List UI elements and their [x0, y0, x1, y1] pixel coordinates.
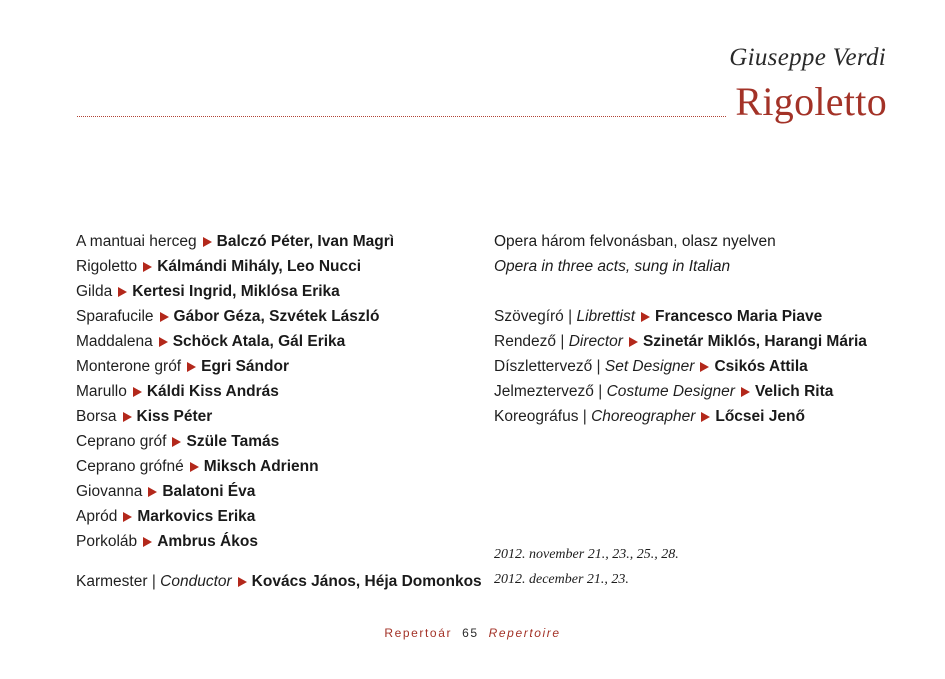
cast-names: Káldi Kiss András	[146, 383, 279, 400]
cast-row	[76, 304, 482, 329]
triangle-right-icon	[238, 577, 247, 587]
creative-row	[494, 304, 867, 329]
title-divider	[77, 116, 726, 117]
creative-row	[494, 354, 867, 379]
info-line-hu: Opera három felvonásban, olasz nyelven	[494, 233, 776, 250]
opera-title: Rigoletto	[735, 79, 887, 124]
triangle-right-icon	[118, 287, 127, 297]
separator: |	[151, 573, 156, 590]
triangle-right-icon	[123, 512, 132, 522]
cast-row	[76, 429, 482, 454]
creative-role-hu: Szövegíró	[494, 308, 564, 325]
triangle-right-icon	[133, 387, 142, 397]
spacer	[494, 279, 867, 304]
creative-names: Francesco Maria Piave	[655, 308, 823, 325]
cast-role: Ceprano grófné	[76, 458, 184, 475]
cast-row	[76, 379, 482, 404]
date-line: 2012. november 21., 23., 25., 28.	[494, 547, 679, 562]
triangle-right-icon	[187, 362, 196, 372]
triangle-right-icon	[629, 337, 638, 347]
cast-row	[76, 329, 482, 354]
creative-names: Szinetár Miklós, Harangi Mária	[642, 333, 867, 350]
cast-row	[76, 504, 482, 529]
cast-row	[76, 254, 482, 279]
creative-row	[494, 329, 867, 354]
triangle-right-icon	[123, 412, 132, 422]
cast-list	[76, 229, 482, 594]
cast-row	[76, 404, 482, 429]
cast-role: Marullo	[76, 383, 127, 400]
creative-row	[494, 404, 867, 429]
creative-role-en: Costume Designer	[606, 383, 735, 400]
triangle-right-icon	[160, 312, 169, 322]
creative-role-hu: Díszlettervező	[494, 358, 593, 375]
triangle-right-icon	[641, 312, 650, 322]
cast-row	[76, 279, 482, 304]
conductor-role-hu: Karmester	[76, 573, 148, 590]
cast-role: Sparafucile	[76, 308, 154, 325]
cast-role: Giovanna	[76, 483, 143, 500]
cast-row	[76, 354, 482, 379]
cast-names: Ambrus Ákos	[157, 533, 258, 550]
cast-names: Szüle Tamás	[186, 433, 280, 450]
separator: |	[582, 408, 587, 425]
triangle-right-icon	[190, 462, 199, 472]
cast-names: Markovics Erika	[137, 508, 256, 525]
cast-row	[76, 529, 482, 554]
cast-role: Borsa	[76, 408, 117, 425]
cast-role: Maddalena	[76, 333, 153, 350]
cast-role: Monterone gróf	[76, 358, 182, 375]
triangle-right-icon	[172, 437, 181, 447]
conductor-names: Kovács János, Héja Domonkos	[251, 573, 482, 590]
page-footer	[0, 626, 945, 640]
footer-section-hu: Repertoár	[384, 626, 453, 640]
creative-role-en: Librettist	[576, 308, 636, 325]
cast-names: Kertesi Ingrid, Miklósa Erika	[132, 283, 340, 300]
cast-row	[76, 479, 482, 504]
composer-name: Giuseppe Verdi	[729, 44, 886, 71]
spacer	[76, 554, 482, 569]
performance-dates	[494, 542, 679, 592]
triangle-right-icon	[143, 262, 152, 272]
creative-names: Velich Rita	[754, 383, 834, 400]
cast-names: Egri Sándor	[201, 358, 289, 375]
separator: |	[596, 358, 601, 375]
creative-role-hu: Koreográfus	[494, 408, 579, 425]
cast-role: Ceprano gróf	[76, 433, 167, 450]
triangle-right-icon	[148, 487, 157, 497]
page-number: 65	[462, 626, 479, 640]
cast-names: Balatoni Éva	[162, 483, 256, 500]
separator: |	[598, 383, 603, 400]
cast-role: A mantuai herceg	[76, 233, 197, 250]
cast-role: Rigoletto	[76, 258, 138, 275]
cast-role: Gilda	[76, 283, 113, 300]
date-line: 2012. december 21., 23.	[494, 572, 629, 587]
cast-names: Schöck Atala, Gál Erika	[172, 333, 346, 350]
triangle-right-icon	[203, 237, 212, 247]
cast-names: Gábor Géza, Szvétek László	[173, 308, 380, 325]
info-line-en: Opera in three acts, sung in Italian	[494, 258, 731, 275]
triangle-right-icon	[143, 537, 152, 547]
creative-names: Csikós Attila	[714, 358, 808, 375]
triangle-right-icon	[700, 362, 709, 372]
cast-role: Apród	[76, 508, 118, 525]
production-info	[494, 229, 867, 429]
cast-names: Kálmándi Mihály, Leo Nucci	[157, 258, 362, 275]
cast-names: Balczó Péter, Ivan Magrì	[216, 233, 395, 250]
cast-names: Miksch Adrienn	[203, 458, 319, 475]
cast-role: Porkoláb	[76, 533, 138, 550]
creative-role-hu: Rendező	[494, 333, 557, 350]
creative-names: Lőcsei Jenő	[715, 408, 805, 425]
cast-row	[76, 454, 482, 479]
conductor-row	[76, 569, 482, 594]
separator: |	[560, 333, 565, 350]
triangle-right-icon	[159, 337, 168, 347]
creative-role-en: Choreographer	[591, 408, 696, 425]
separator: |	[568, 308, 573, 325]
conductor-role-en: Conductor	[160, 573, 232, 590]
creative-role-hu: Jelmeztervező	[494, 383, 594, 400]
creative-row	[494, 379, 867, 404]
footer-section-en: Repertoire	[488, 626, 561, 640]
creative-role-en: Director	[568, 333, 623, 350]
cast-row	[76, 229, 482, 254]
triangle-right-icon	[741, 387, 750, 397]
creative-role-en: Set Designer	[604, 358, 695, 375]
triangle-right-icon	[701, 412, 710, 422]
cast-names: Kiss Péter	[136, 408, 213, 425]
